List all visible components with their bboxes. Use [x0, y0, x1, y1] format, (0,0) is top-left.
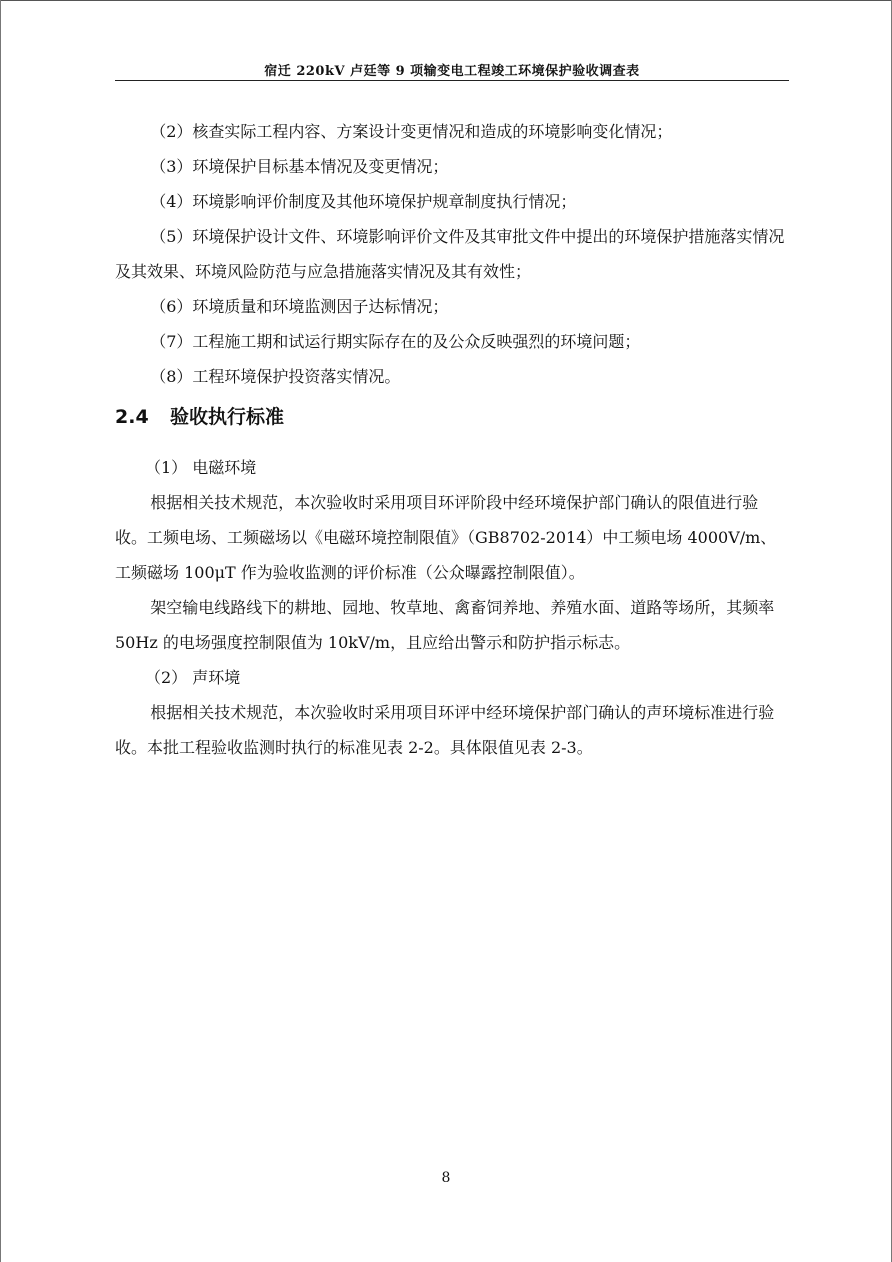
running-header: 宿迁 220kV 卢廷等 9 项输变电工程竣工环境保护验收调查表: [264, 64, 640, 79]
page-border-top: [0, 0, 892, 1]
subsection-label-acoustic: （2） 声环境: [145, 668, 241, 687]
list-item: （6）环境质量和环境监测因子达标情况；: [150, 297, 449, 316]
page-content: [115, 114, 789, 765]
section-title: 验收执行标准: [170, 406, 285, 428]
paragraph: 根据相关技术规范，本次验收时采用项目环评中经环境保护部门确认的声环境标准进行验收。本批工程验收监测时执行的标准见表 2-2。具体限值见表 2-3。: [115, 703, 775, 757]
list-item: （5）环境保护设计文件、环境影响评价文件及其审批文件中提出的环境保护措施落实情况及其效果、环境风险防范与应急措施落实情况及其有效性；: [115, 227, 785, 281]
list-item: （3）环境保护目标基本情况及变更情况；: [150, 157, 449, 176]
section-heading: [115, 400, 789, 434]
page-border-left: [0, 0, 1, 1262]
list-item: （7）工程施工期和试运行期实际存在的及公众反映强烈的环境问题；: [150, 332, 641, 351]
header-rule: [115, 80, 789, 81]
paragraph: 根据相关技术规范，本次验收时采用项目环评阶段中经环境保护部门确认的限值进行验收。工频电场、工频磁场以《电磁环境控制限值》（GB8702-2014）中工频电场 4000V/m、工频磁场 100μT 作为验收监测的评价标准（公众曝露控制限值）。: [115, 493, 777, 582]
list-item: （2）核查实际工程内容、方案设计变更情况和造成的环境影响变化情况；: [150, 122, 673, 141]
list-item: （4）环境影响评价制度及其他环境保护规章制度执行情况；: [150, 192, 577, 211]
paragraph: 架空输电线路线下的耕地、园地、牧草地、禽畜饲养地、养殖水面、道路等场所，其频率 50Hz 的电场强度控制限值为 10kV/m，且应给出警示和防护指示标志。: [115, 598, 775, 652]
page-number: 8: [441, 1170, 451, 1186]
list-item: （8）工程环境保护投资落实情况。: [150, 367, 401, 386]
section-number: 2.4: [115, 406, 149, 428]
subsection-label-electromagnetic: （1） 电磁环境: [145, 458, 257, 477]
